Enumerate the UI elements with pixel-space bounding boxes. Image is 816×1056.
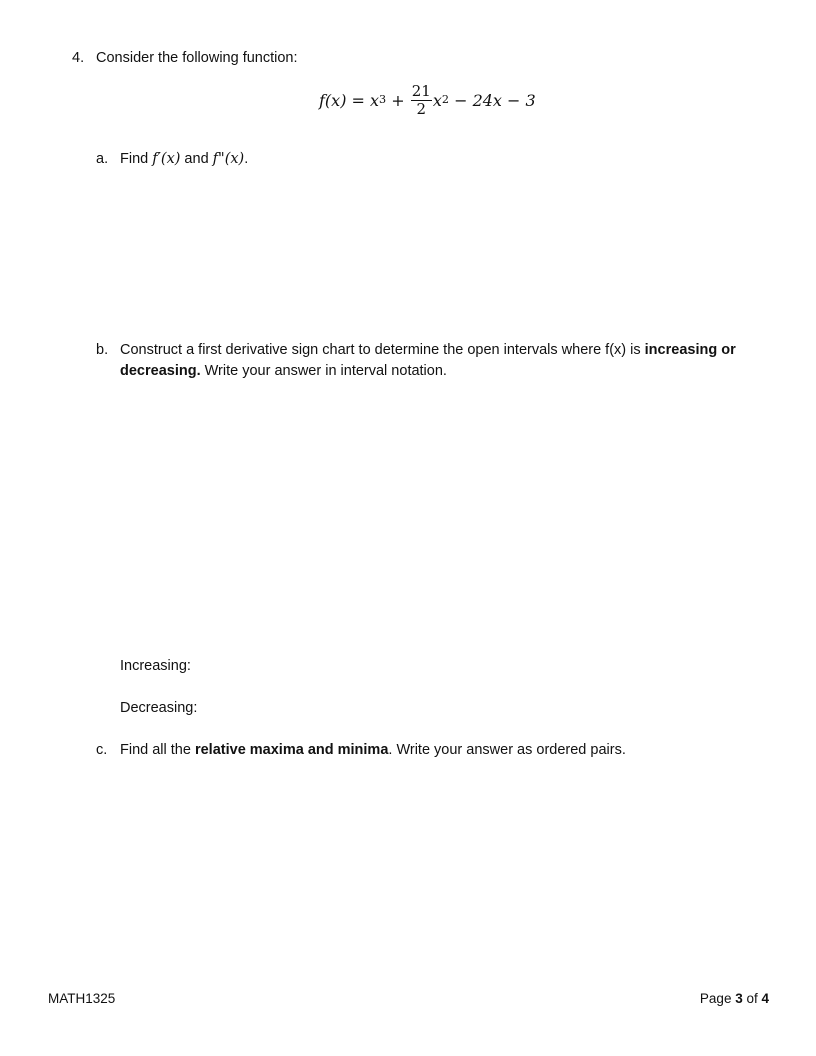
- part-a-fdouble: f"(x): [212, 151, 245, 167]
- part-a-and: and: [180, 151, 213, 167]
- footer-page-of: of: [742, 991, 762, 1006]
- part-a-fprime: f′(x): [152, 151, 181, 167]
- part-a-period: .: [244, 151, 249, 167]
- fraction-denominator: 2: [416, 99, 427, 118]
- part-b-line2: [120, 363, 447, 379]
- part-a-label: a.: [96, 151, 109, 167]
- formula-rest: − 24x − 3: [448, 90, 536, 110]
- footer-page-word: Page: [699, 991, 736, 1006]
- formula-plus: +: [386, 90, 410, 110]
- part-c-rest: . Write your answer as ordered pairs.: [388, 742, 626, 758]
- part-b-label: b.: [96, 342, 109, 358]
- formula-fraction: [411, 81, 432, 118]
- part-c-text: [120, 742, 626, 758]
- formula-x2: x: [432, 90, 442, 110]
- formula-lhs: f(x) = x: [319, 90, 380, 110]
- footer-course: MATH1325: [48, 991, 116, 1006]
- part-b-line1-plain: Construct a first derivative sign chart to determine the open intervals where f(x) is: [120, 342, 645, 358]
- footer-page-total: 4: [761, 991, 769, 1006]
- part-b-line1: [120, 342, 736, 358]
- increasing-label: Increasing:: [120, 658, 191, 674]
- part-c-find: Find all the: [120, 742, 195, 758]
- part-a-text: [120, 151, 248, 167]
- part-c-label: c.: [96, 742, 108, 758]
- fraction-numerator: 21: [411, 81, 431, 100]
- part-a-find: Find: [120, 151, 153, 167]
- part-b-line1-bold: increasing or: [644, 342, 736, 358]
- decreasing-label: Decreasing:: [120, 700, 198, 716]
- part-c-bold: relative maxima and minima: [194, 742, 389, 758]
- question-number: 4.: [72, 50, 85, 66]
- footer-page-number: [700, 991, 769, 1006]
- question-prompt: Consider the following function:: [96, 50, 298, 66]
- part-b-line2-plain: Write your answer in interval notation.: [200, 363, 447, 379]
- footer-page-current: 3: [735, 991, 743, 1006]
- part-b-line2-bold: decreasing.: [120, 363, 201, 379]
- function-formula: f(x) = x 3 + $\frac{21}{2}$ x 2 − 24x − 3: [319, 81, 536, 118]
